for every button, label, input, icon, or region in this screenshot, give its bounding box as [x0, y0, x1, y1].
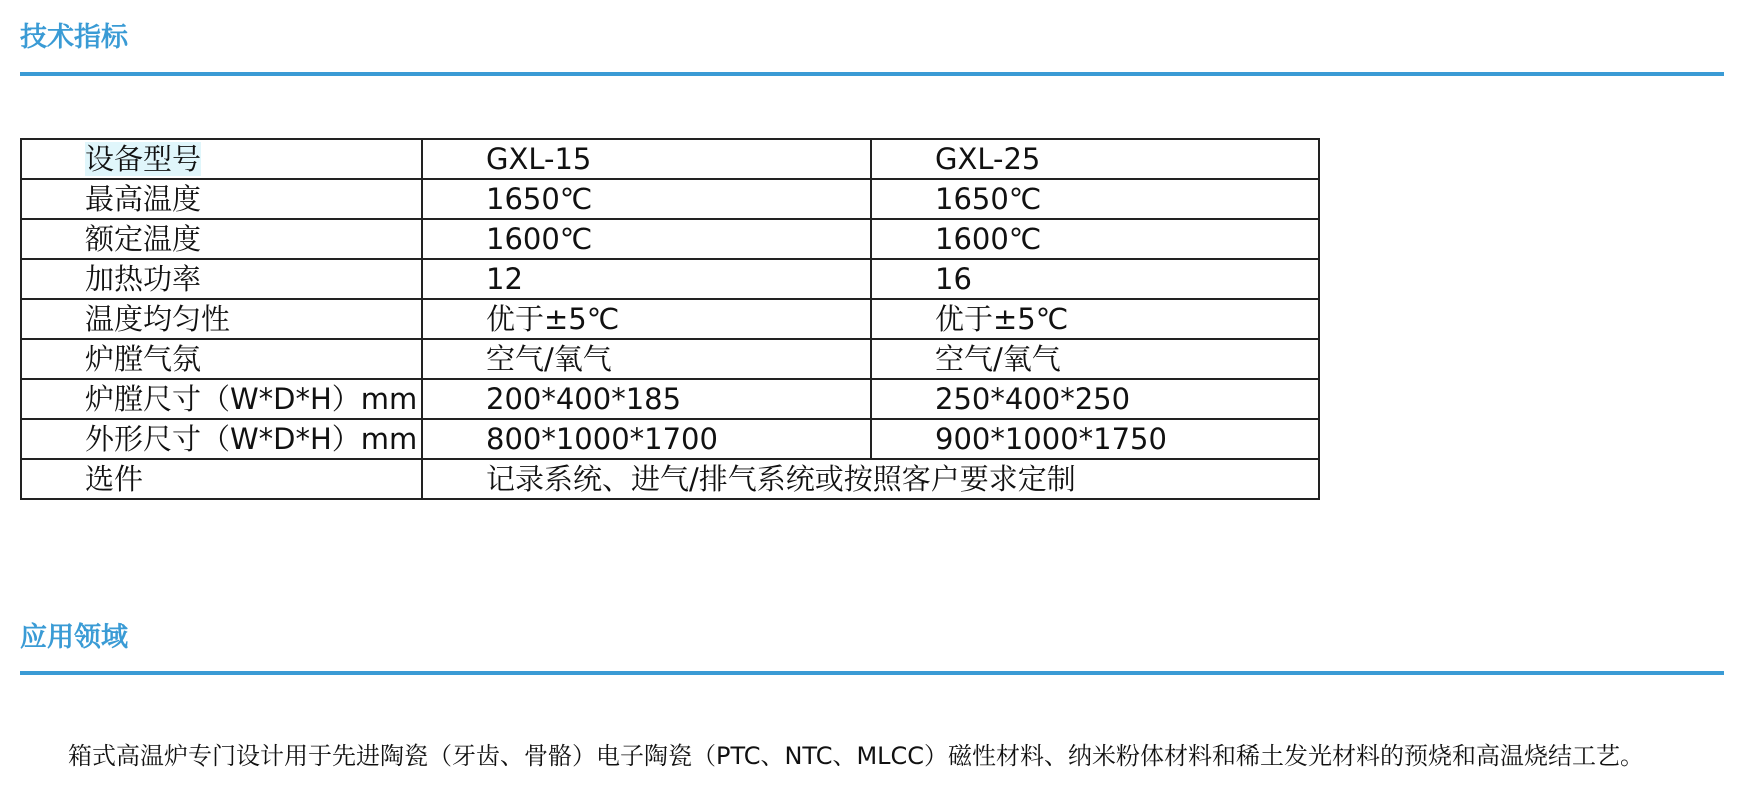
application-section-title: 应用领域	[20, 622, 128, 653]
spec-section-title: 技术指标	[20, 22, 128, 53]
table-cell: 900*1000*1750	[871, 419, 1319, 459]
table-cell: 1650℃	[871, 179, 1319, 219]
table-row-options	[21, 459, 1319, 499]
table-cell: 1600℃	[422, 219, 871, 259]
table-row	[21, 259, 1319, 299]
table-cell: 空气/氧气	[422, 339, 871, 379]
table-row	[21, 339, 1319, 379]
row-label: 选件	[85, 462, 144, 496]
table-cell: GXL-25	[871, 139, 1319, 179]
table-cell-label	[21, 259, 422, 299]
table-row	[21, 379, 1319, 419]
table-row	[21, 179, 1319, 219]
table-row	[21, 419, 1319, 459]
table-row	[21, 219, 1319, 259]
row-label: 外形尺寸（W*D*H）mm	[85, 422, 418, 456]
table-cell: GXL-15	[422, 139, 871, 179]
row-label: 炉膛气氛	[85, 342, 202, 376]
application-section-divider	[20, 671, 1724, 675]
table-cell-label	[21, 219, 422, 259]
table-header-row	[21, 139, 1319, 179]
application-description: 箱式高温炉专门设计用于先进陶瓷（牙齿、骨骼）电子陶瓷（PTC、NTC、MLCC）磁性材料、纳米粉体材料和稀土发光材料的预烧和高温烧结工艺。	[68, 742, 1645, 770]
table-cell: 优于±5℃	[422, 299, 871, 339]
table-cell: 优于±5℃	[871, 299, 1319, 339]
table-cell: 800*1000*1700	[422, 419, 871, 459]
table-cell: 16	[871, 259, 1319, 299]
table-cell: 200*400*185	[422, 379, 871, 419]
table-cell: 1600℃	[871, 219, 1319, 259]
model-label: 设备型号	[85, 142, 202, 176]
table-cell-label	[21, 339, 422, 379]
table-row	[21, 299, 1319, 339]
options-value: 记录系统、进气/排气系统或按照客户要求定制	[422, 459, 1319, 499]
row-label: 温度均匀性	[85, 302, 231, 336]
table-cell-label	[21, 459, 422, 499]
spec-section-divider	[20, 72, 1724, 76]
table-cell: 250*400*250	[871, 379, 1319, 419]
row-label: 最高温度	[85, 182, 202, 216]
row-label: 炉膛尺寸（W*D*H）mm	[85, 382, 418, 416]
table-cell-label	[21, 179, 422, 219]
table-cell-label	[21, 139, 422, 179]
row-label: 加热功率	[85, 262, 202, 296]
table-cell: 空气/氧气	[871, 339, 1319, 379]
row-label: 额定温度	[85, 222, 202, 256]
table-cell: 1650℃	[422, 179, 871, 219]
table-cell-label	[21, 419, 422, 459]
table-cell-label	[21, 299, 422, 339]
spec-table	[20, 138, 1320, 500]
table-cell: 12	[422, 259, 871, 299]
table-cell-label	[21, 379, 422, 419]
